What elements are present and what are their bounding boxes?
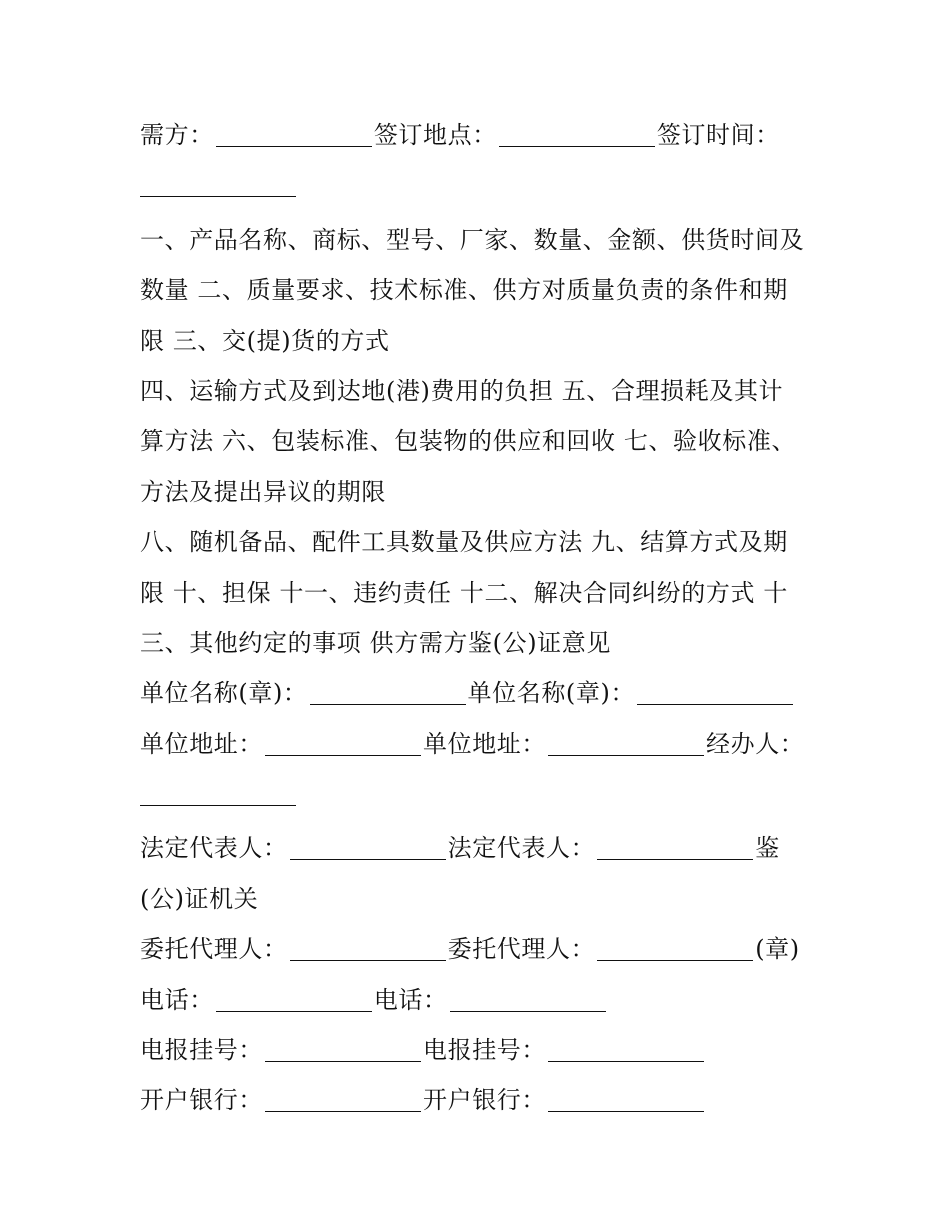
clause-line: 三、其他约定的事项 供方需方鉴(公)证意见: [140, 628, 611, 657]
seal-label: (章): [755, 935, 800, 964]
notary-label-start: 鉴: [755, 834, 780, 863]
signing-place-blank: [499, 122, 655, 147]
buyer-telegraph-label: 电报挂号：: [423, 1036, 546, 1065]
clause-line: 一、产品名称、商标、型号、厂家、数量、金额、供货时间及: [140, 225, 805, 254]
agent-line: [140, 924, 820, 974]
handler-label: 经办人：: [706, 729, 805, 758]
notary-org-line: (公)证机关: [140, 884, 259, 913]
clause-line: 八、随机备品、配件工具数量及供应方法 九、结算方式及期: [140, 528, 788, 557]
buyer-label: 需方：: [140, 121, 214, 149]
telegraph-line: [140, 1025, 820, 1075]
signing-time-label: 签订时间：: [656, 121, 780, 149]
supplier-phone-label: 电话：: [140, 985, 214, 1014]
legal-rep-line: [140, 823, 820, 873]
buyer-unit-name-label: 单位名称(章)：: [467, 679, 636, 708]
supplier-telegraph-blank: [265, 1037, 421, 1062]
buyer-phone-label: 电话：: [373, 985, 448, 1014]
handler-blank: [140, 781, 296, 806]
clause-line: 算方法 六、包装标准、包装物的供应和回收 七、验收标准、: [140, 427, 797, 456]
buyer-blank: [216, 122, 372, 147]
supplier-phone-blank: [216, 987, 372, 1012]
clause-line: 方法及提出异议的期限: [140, 477, 386, 506]
supplier-agent-label: 委托代理人：: [140, 935, 288, 964]
supplier-bank-label: 开户银行：: [140, 1086, 263, 1115]
supplier-bank-blank: [265, 1087, 421, 1112]
signing-time-blank: [140, 172, 296, 197]
buyer-unit-address-blank: [548, 731, 704, 756]
clause-line: 四、运输方式及到达地(港)费用的负担 五、合理损耗及其计: [140, 376, 784, 405]
header-line: [140, 110, 820, 160]
buyer-telegraph-blank: [548, 1037, 704, 1062]
buyer-unit-name-blank: [637, 680, 793, 705]
supplier-legal-rep-label: 法定代表人：: [140, 834, 288, 863]
supplier-agent-blank: [290, 936, 446, 961]
buyer-legal-rep-label: 法定代表人：: [447, 834, 596, 863]
buyer-agent-label: 委托代理人：: [447, 935, 596, 964]
unit-address-line: [140, 719, 820, 769]
clause-line: 限 三、交(提)货的方式: [140, 326, 390, 355]
supplier-legal-rep-blank: [290, 835, 446, 860]
buyer-bank-label: 开户银行：: [423, 1086, 546, 1115]
signing-place-label: 签订地点：: [373, 121, 497, 149]
unit-name-line: [140, 668, 820, 718]
buyer-bank-blank: [548, 1087, 704, 1112]
clause-line: 限 十、担保 十一、违约责任 十二、解决合同纠纷的方式 十: [140, 578, 788, 607]
clause-line: 数量 二、质量要求、技术标准、供方对质量负责的条件和期: [140, 276, 788, 305]
buyer-legal-rep-blank: [597, 835, 753, 860]
contract-page: [140, 110, 820, 1126]
bank-line: [140, 1075, 820, 1125]
header-line-continued: [140, 160, 820, 210]
phone-line: [140, 975, 820, 1025]
buyer-unit-address-label: 单位地址：: [423, 729, 546, 758]
supplier-unit-address-label: 单位地址：: [140, 729, 263, 758]
supplier-unit-address-blank: [265, 731, 421, 756]
buyer-agent-blank: [597, 936, 753, 961]
unit-address-line-continued: [140, 769, 820, 819]
supplier-telegraph-label: 电报挂号：: [140, 1036, 263, 1065]
supplier-unit-name-blank: [310, 680, 466, 705]
buyer-phone-blank: [450, 987, 606, 1012]
supplier-unit-name-label: 单位名称(章)：: [140, 679, 308, 708]
